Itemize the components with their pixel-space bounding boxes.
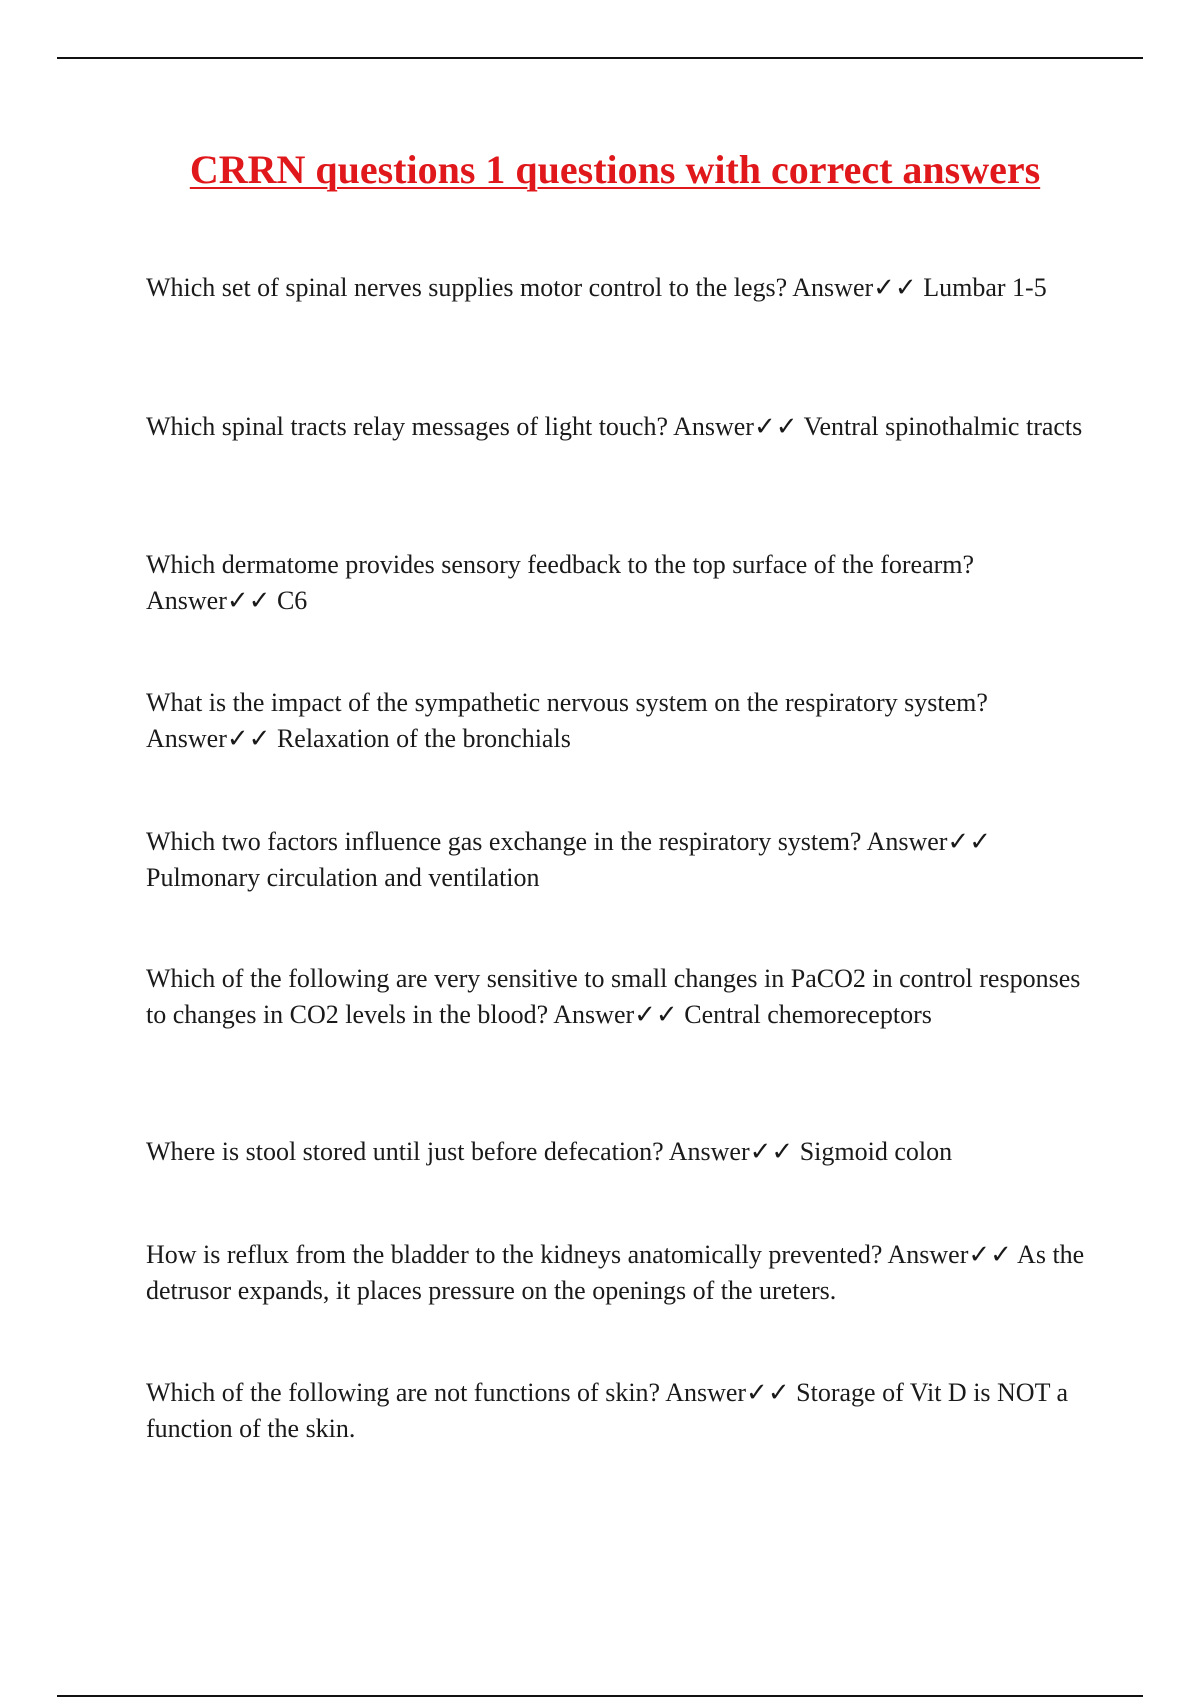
answer-text: Storage of Vit D is NOT a function of the skin. (146, 1378, 1069, 1443)
answer-marker: Answer✓✓ (792, 273, 917, 302)
answer-text: Central chemoreceptors (684, 1000, 932, 1029)
qa-item (146, 1237, 1096, 1309)
qa-item (146, 1375, 1096, 1447)
answer-text: Sigmoid colon (799, 1137, 953, 1166)
answer-marker: Answer✓✓ (146, 586, 271, 615)
qa-item (146, 1134, 1096, 1170)
answer-text: Relaxation of the bronchials (276, 724, 571, 753)
answer-marker: Answer✓✓ (146, 724, 271, 753)
answer-marker: Answer✓✓ (553, 1000, 678, 1029)
question-text: Which dermatome provides sensory feedback to the top surface of the forearm? (146, 550, 975, 579)
answer-marker: Answer✓✓ (887, 1240, 1012, 1269)
question-text: Which spinal tracts relay messages of light touch? (146, 412, 669, 441)
answer-text: C6 (276, 586, 308, 615)
question-text: Where is stool stored until just before defecation? (146, 1137, 664, 1166)
qa-item (146, 270, 1096, 306)
answer-marker: Answer✓✓ (668, 1137, 794, 1166)
qa-item (146, 685, 1096, 757)
answer-marker: Answer✓✓ (866, 827, 991, 856)
qa-item (146, 409, 1096, 445)
question-text: Which two factors influence gas exchange in the respiratory system? (146, 827, 862, 856)
qa-item (146, 824, 1096, 896)
question-text: What is the impact of the sympathetic nervous system on the respiratory system? (146, 688, 988, 717)
question-text: Which set of spinal nerves supplies motor control to the legs? (146, 273, 788, 302)
top-rule (57, 57, 1143, 59)
question-text: Which of the following are not functions of skin? (146, 1378, 661, 1407)
answer-marker: Answer✓✓ (673, 412, 798, 441)
answer-marker: Answer✓✓ (665, 1378, 790, 1407)
qa-item (146, 547, 1096, 619)
question-text: Which of the following are very sensitive to small changes in PaCO2 in control responses to changes in CO2 levels in the blood? (146, 964, 1081, 1029)
qa-item (146, 961, 1096, 1033)
answer-text: As the detrusor expands, it places pressure on the openings of the ureters. (146, 1240, 1085, 1305)
question-text: How is reflux from the bladder to the kidneys anatomically prevented? (146, 1240, 883, 1269)
answer-text: Pulmonary circulation and ventilation (146, 863, 540, 892)
answer-text: Ventral spinothalmic tracts (803, 412, 1083, 441)
answer-text: Lumbar 1-5 (923, 273, 1047, 302)
bottom-rule (57, 1695, 1143, 1697)
document-title: CRRN questions 1 questions with correct answers (189, 147, 1041, 192)
